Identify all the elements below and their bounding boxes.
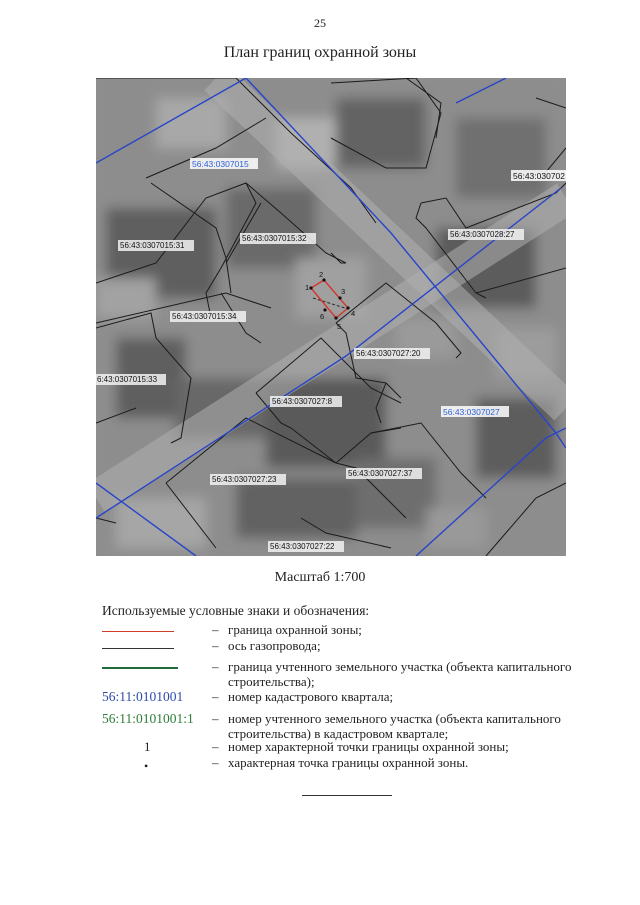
parcel-label-32: 56:43:0307015:32 [242,234,307,243]
point-marker-4 [346,306,349,309]
legend-dash: – [212,711,219,726]
scale-label: Масштаб 1:700 [274,570,366,585]
legend-heading: Используемые условные знаки и обозначения: [102,603,370,618]
parcel-label-31: 56:43:0307015:31 [120,241,185,250]
legend-desc-parcel: граница учтенного земельного участка (объекта капитального строительства); [228,659,572,689]
point-marker-3 [338,296,341,299]
legend-dash: – [212,755,219,770]
legend-dash: – [212,638,219,653]
page-number: 25 [314,16,326,30]
legend-dash: – [212,659,219,674]
point-marker-1 [309,286,312,289]
quarter-label-0307027: 56:43:0307027 [443,407,500,417]
point-marker-5 [334,316,337,319]
parcel-label-27-22: 56:43:0307027:22 [270,542,335,551]
parcel-label-27-20: 56:43:0307027:20 [356,349,421,358]
legend-dash: – [212,622,219,637]
legend-dash: – [212,739,219,754]
quarter-label-030702: 56:43:030702 [513,171,565,181]
footer-rule [302,795,392,796]
parcel-label-27-23: 56:43:0307027:23 [212,475,277,484]
legend-symbol-green-line [102,667,178,669]
legend-symbol-parcel-number: 56:11:0101001:1 [102,711,194,726]
legend-dash: – [212,689,219,704]
map-canvas [96,78,566,556]
point-label-3: 3 [341,287,346,296]
legend-desc-parcel-number: номер учтенного земельного участка (объекта капитального строительства) в кадастровом квартале; [228,711,561,741]
point-label-6: 6 [320,312,325,321]
quarter-label-0307015: 56:43:0307015 [192,159,249,169]
point-label-1: 1 [305,283,310,292]
legend-symbol-quarter: 56:11:0101001 [102,689,184,704]
legend-desc-boundary: граница охранной зоны; [228,622,362,637]
page-title: План границ охранной зоны [223,44,417,61]
point-label-4: 4 [351,309,356,318]
parcel-label-34: 56:43:0307015:34 [172,312,237,321]
parcel-label-27-8: 56:43:0307027:8 [272,397,333,406]
legend-desc-quarter: номер кадастрового квартала; [228,689,394,704]
parcel-label-28-27: 56:43:0307028:27 [450,230,515,239]
legend-symbol-point: • [144,759,149,773]
legend-symbol-red-line [102,631,174,632]
parcel-label-27-37: 56:43:0307027:37 [348,469,413,478]
legend-symbol-point-number: 1 [144,739,151,754]
cadastral-map [96,78,566,556]
legend-desc-point-number: номер характерной точки границы охранной зоны; [228,739,509,754]
point-label-2: 2 [319,270,324,279]
legend-symbol-dark-line [102,648,174,649]
point-label-5: 5 [337,322,342,331]
legend-desc-axis: ось газопровода; [228,638,321,653]
legend-desc-point: характерная точка границы охранной зоны. [228,755,469,770]
parcel-label-33: 6:43:0307015:33 [97,375,158,384]
